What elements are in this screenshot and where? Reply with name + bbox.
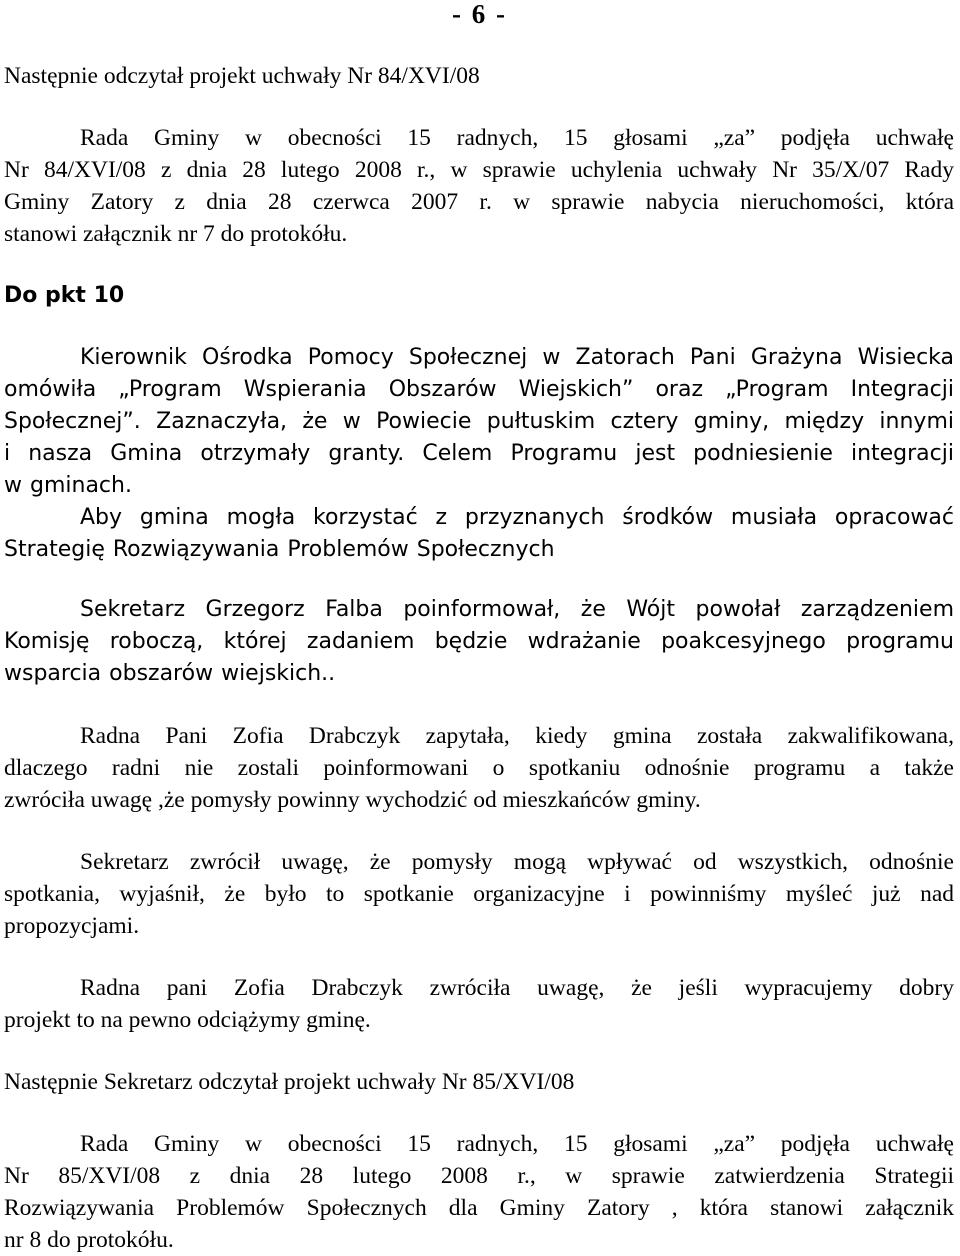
paragraph-line: Rada Gminy w obecności 15 radnych, 15 głosami „za” podjęła uchwałę <box>80 1131 954 1157</box>
paragraph-line: omówiła „Program Wspierania Obszarów Wiejskich” oraz „Program Integracji <box>4 377 954 402</box>
paragraph-line: stanowi załącznik nr 7 do protokółu. <box>4 221 348 247</box>
paragraph-line: nr 8 do protokółu. <box>4 1227 174 1253</box>
paragraph-line: dlaczego radni nie zostali poinformowani o spotkaniu odnośnie programu a także <box>4 755 954 781</box>
paragraph-line: propozycjami. <box>4 913 140 939</box>
paragraph-line: Sekretarz Grzegorz Falba poinformował, że Wójt powołał zarządzeniem <box>80 597 954 622</box>
paragraph-line: Następnie Sekretarz odczytał projekt uchwały Nr 85/XVI/08 <box>4 1069 575 1095</box>
paragraph-line: Następnie odczytał projekt uchwały Nr 84/XVI/08 <box>4 63 480 89</box>
paragraph-line: spotkania, wyjaśnił, że było to spotkanie organizacyjne i powinniśmy myśleć już nad <box>4 881 954 907</box>
section-heading: Do pkt 10 <box>4 283 125 308</box>
paragraph-line: Radna Pani Zofia Drabczyk zapytała, kiedy gmina została zakwalifikowana, <box>80 723 954 749</box>
paragraph-line: Rozwiązywania Problemów Społecznych dla Gminy Zatory , która stanowi załącznik <box>4 1195 954 1221</box>
paragraph-line: Gminy Zatory z dnia 28 czerwca 2007 r. w sprawie nabycia nieruchomości, która <box>4 189 954 215</box>
paragraph-line: w gminach. <box>4 473 132 498</box>
page-number: - 6 - <box>452 0 507 29</box>
paragraph-line: Radna pani Zofia Drabczyk zwróciła uwagę, że jeśli wypracujemy dobry <box>80 975 954 1001</box>
paragraph-line: Rada Gminy w obecności 15 radnych, 15 głosami „za” podjęła uchwałę <box>80 125 954 151</box>
paragraph-line: projekt to na pewno odciążymy gminę. <box>4 1007 371 1033</box>
paragraph-line: Kierownik Ośrodka Pomocy Społecznej w Zatorach Pani Grażyna Wisiecka <box>80 345 954 370</box>
paragraph-line: zwróciła uwagę ,że pomysły powinny wychodzić od mieszkańców gminy. <box>4 787 701 813</box>
paragraph-line: Nr 85/XVI/08 z dnia 28 lutego 2008 r., w sprawie zatwierdzenia Strategii <box>4 1163 954 1189</box>
paragraph-line: Nr 84/XVI/08 z dnia 28 lutego 2008 r., w sprawie uchylenia uchwały Nr 35/X/07 Rady <box>4 157 954 183</box>
paragraph-line: Społecznej”. Zaznaczyła, że w Powiecie pułtuskim cztery gminy, między innymi <box>4 409 954 434</box>
paragraph-line: i nasza Gmina otrzymały granty. Celem Programu jest podniesienie integracji <box>4 441 954 466</box>
paragraph-line: Komisję roboczą, której zadaniem będzie wdrażanie poakcesyjnego programu <box>4 629 954 654</box>
paragraph-line: Strategię Rozwiązywania Problemów Społecznych <box>4 537 555 562</box>
paragraph-line: Sekretarz zwrócił uwagę, że pomysły mogą wpływać od wszystkich, odnośnie <box>80 849 954 875</box>
paragraph-line: wsparcia obszarów wiejskich.. <box>4 661 336 686</box>
paragraph-line: Aby gmina mogła korzystać z przyznanych środków musiała opracować <box>80 505 954 530</box>
